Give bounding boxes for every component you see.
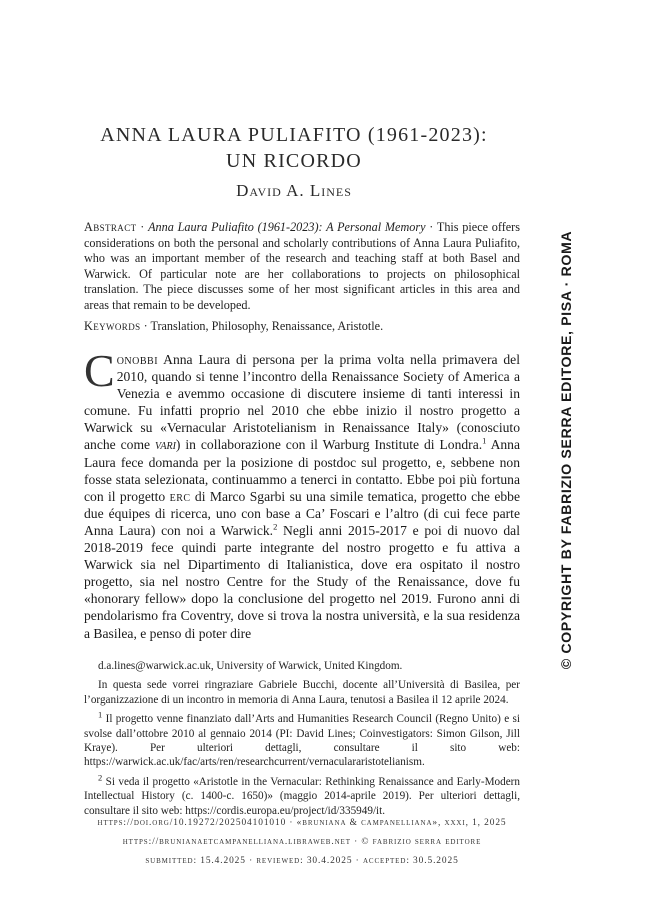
footnotes [84, 659, 520, 823]
abstract-separator: · [136, 220, 149, 234]
abstract-text: This piece offers considerations on both the personal and scholarly contributions of Anna Laura Puliafito, who was an important member of the research and teaching staff at both Basel and Warwick. Of particular note are her collaborations to projects on philosophical translation. The piece discusses some of her most significant articles in this area and areas that remain to be developed. [84, 220, 520, 312]
copyright-text: © COPYRIGHT BY FABRIZIO SERRA EDITORE, PISA · ROMA [559, 230, 575, 670]
footnote-1 [84, 709, 520, 770]
website-line[interactable]: https://brunianaetcampanelliana.libraweb.net · © fabrizio serra editore [122, 837, 482, 847]
acknowledgement-note: In questa sede vorrei ringraziare Gabriele Bucchi, docente all’Università di Basilea, per l’organizzazione di un incontro in memoria di Anna Laura, tenutosi a Basilea il 12 aprile 2024. [84, 679, 520, 706]
body-part-4: di Marco Sgarbi su una simile tematica, progetto che ebbe due équipes di ricerca, uno con base a Ca’ Foscari e l’altro (di cui fece parte Anna Laura) con noi a Warwick. [84, 488, 520, 538]
article-title [84, 122, 504, 174]
vari-acronym: vari [155, 437, 176, 453]
abstract-label: Abstract [84, 220, 137, 234]
body-part-2: ) in collaborazione con il Warburg Institute di Londra. [175, 437, 483, 453]
abstract-separator-2: · [425, 220, 437, 234]
body-part-3: Anna Laura fece domanda per la posizione di postdoc sul progetto, e, sebbene non fosse stata selezionata, continuammo a tenerci in contatto. Ebbe poi più fortuna con il progetto [84, 437, 521, 504]
keywords-label: Keywords [84, 319, 141, 333]
footnote-2 [84, 772, 520, 818]
body-text [84, 345, 521, 642]
footnote-1-mark: 1 [98, 709, 103, 720]
dates-line: submitted: 15.4.2025 · reviewed: 30.4.2025 · accepted: 30.5.2025 [145, 856, 459, 866]
title-line-1: ANNA LAURA PULIAFITO (1961-2023): [100, 124, 488, 146]
keywords [84, 319, 520, 335]
first-word-smallcaps: onobbi [116, 352, 159, 367]
title-line-2: UN RICORDO [226, 150, 362, 172]
abstract-english-title: Anna Laura Puliafito (1961-2023): A Personal Memory [148, 220, 426, 234]
body-part-1: Anna Laura di persona per la prima volta nella primavera del 2010, quando si tenne l’incontro della Renaissance Society of America a Venezia e avemmo occasione di discutere insieme di tanti interessi in comune. Fu infatti proprio nel 2010 che ebbe inizio il nostro progetto a Warwick su «Vernacular Aristotelianism in Renaissance Italy» (conosciuto anche come [84, 352, 520, 453]
drop-cap: C [84, 345, 115, 396]
keywords-text: · Translation, Philosophy, Renaissance, Aristotle. [140, 319, 384, 333]
footnote-ref-2[interactable]: 2 [273, 521, 278, 532]
footnote-1-text: Il progetto venne finanziato dall’Arts and Humanities Research Council (Regno Unito) e si svolse dall’ottobre 2010 al gennaio 2014 (PI: David Lines; Coinvestigators: Simon Gilson, Jill Kraye). Per ulteriori dettagli, consultare il sito web: https://warwick.ac.uk/fac/arts/ren/researchcurrent/vernaculararistotelianism. [84, 713, 520, 769]
footnote-2-text: Si veda il progetto «Aristotle in the Vernacular: Rethinking Renaissance and Early-Modern Intellectual History (c. 1400-c. 1650)» (maggio 2014-aprile 2019). Per ulteriori dettagli, consultare il sito web: https://cordis.europa.eu/project/id/335949/it. [84, 775, 520, 817]
author-name: David A. Lines [236, 181, 352, 200]
doi-line[interactable]: https://doi.org/10.19272/202504101010 · «bruniana & campanelliana», xxxi, 1, 2025 [97, 818, 507, 828]
footnote-ref-1[interactable]: 1 [482, 435, 487, 446]
publication-metadata [84, 814, 520, 871]
copyright-sidebar [555, 212, 579, 688]
author-affiliation: d.a.lines@warwick.ac.uk, University of Warwick, United Kingdom. [98, 660, 403, 672]
footnote-2-mark: 2 [98, 772, 103, 783]
body-part-5: Negli anni 2015-2017 e poi di nuovo dal 2018-2019 fece quindi parte integrante del nostro progetto e fu attiva a Warwick sia nel Dipartimento di Italianistica, dove era ospitato il nostro progetto, sia nel nostro Centre for the Study of the Renaissance, dove fu «honorary fellow» dopo la conclusione del progetto nel 2019. Furono anni di pendolarismo fra Coventry, dove si trova la nostra università, e la sua residenza a Basilea, e penso di poter dire [84, 522, 520, 641]
abstract [84, 220, 520, 314]
erc-acronym: erc [169, 488, 191, 504]
